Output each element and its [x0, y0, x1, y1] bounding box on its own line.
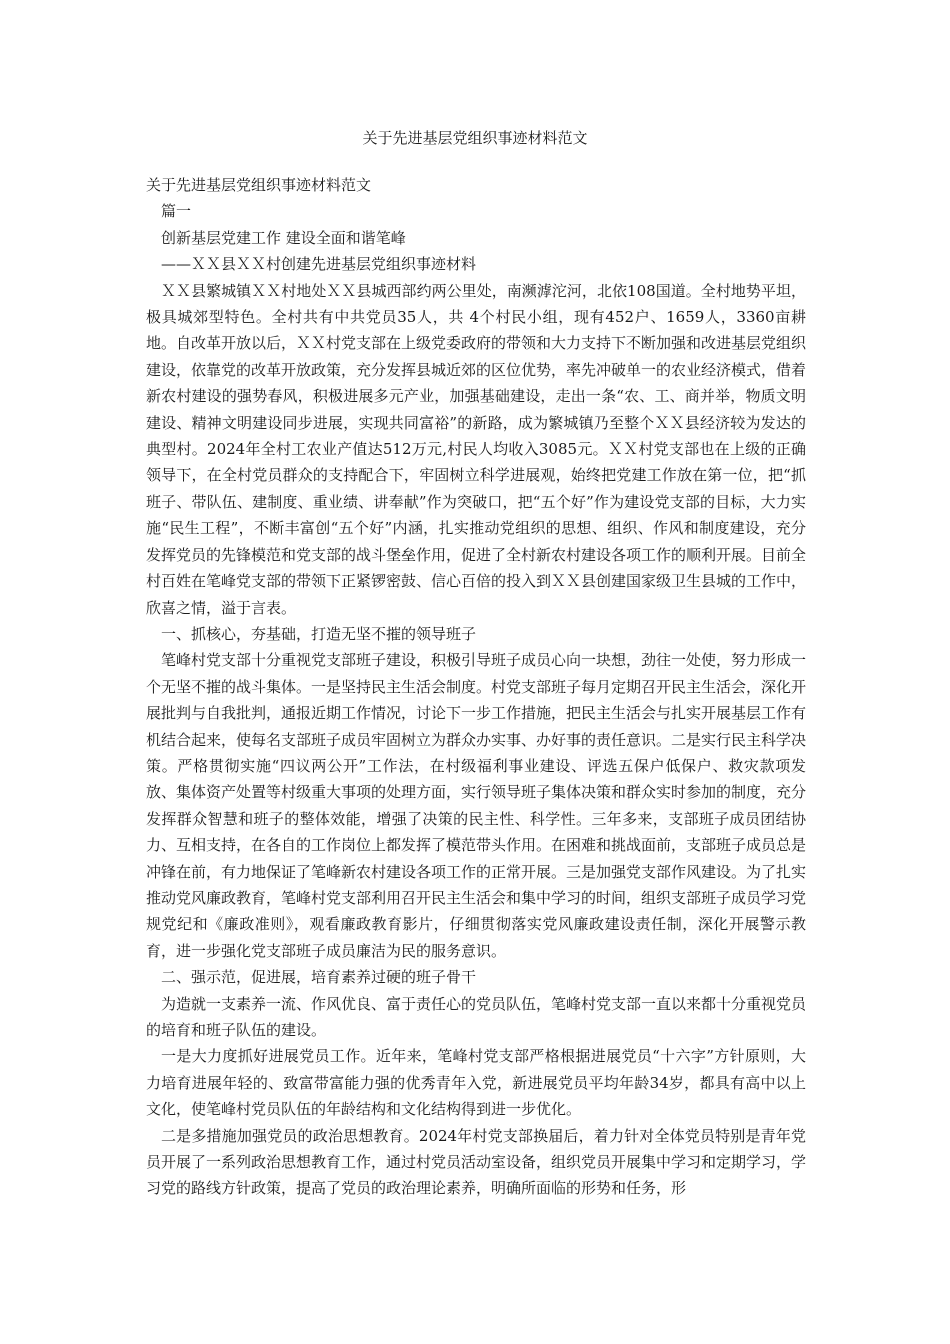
paragraph-leadership: 笔峰村党支部十分重视党支部班子建设，积极引导班子成员心向一块想，劲往一处使，努力形成一个无坚不摧的战斗集体。一是坚持民主生活会制度。村党支部班子每月定期召开民主生活会，深化开展批判与自我批判，通报近期工作情况，讨论下一步工作措施，把民主生活会与扎实开展基层工作有机结合起来，使每名支部班子成员牢固树立为群众办实事、办好事的责任意识。二是实行民主科学决策。严格贯彻实施“四议两公开”工作法，在村级福利事业建设、评选五保户低保户、救灾款项发放、集体资产处置等村级重大事项的处理方面，实行领导班子集体决策和群众实时参加的制度，充分发挥群众智慧和班子的整体效能，增强了决策的民主性、科学性。三年多来，支部班子成员团结协力、互相支持，在各自的工作岗位上都发挥了模范带头作用。在困难和挑战面前，支部班子成员总是冲锋在前，有力地保证了笔峰新农村建设各项工作的正常开展。三是加强党支部作风建设。为了扎实推动党风廉政教育，笔峰村党支部利用召开民主生活会和集中学习的时间，组织支部班子成员学习党规党纪和《廉政准则》，观看廉政教育影片，仔细贯彻落实党风廉政建设责任制，深化开展警示教育，进一步强化党支部班子成员廉洁为民的服务意识。: [146, 651, 807, 960]
document-body: [146, 172, 806, 1202]
document-title: 关于先进基层党组织事迹材料范文: [362, 129, 588, 147]
section-heading-1: 一、抓核心，夯基础，打造无坚不摧的领导班子: [161, 624, 477, 643]
document-subtitle: 关于先进基层党组织事迹材料范文: [146, 176, 372, 194]
paragraph-team-building: 为造就一支素养一流、作风优良、富于责任心的党员队伍，笔峰村党支部一直以来都十分重视党员的培育和班子队伍的建设。: [146, 994, 807, 1039]
paragraph-education: 二是多措施加强党员的政治思想教育。2024年村党支部换届后，着力针对全体党员特别是青年党员开展了一系列政治思想教育工作，通过村党员活动室设备，组织党员开展集中学习和定期学习，学习党的路线方针政策，提高了党员的政治理论素养，明确所面临的形势和任务，形: [146, 1126, 807, 1198]
article-byline: ——ＸＸ县ＸＸ村创建先进基层党组织事迹材料: [161, 255, 477, 274]
section-heading-2: 二、强示范，促进展，培育素养过硬的班子骨干: [161, 968, 477, 987]
paragraph-recruitment: 一是大力度抓好进展党员工作。近年来，笔峰村党支部严格根据进展党员“十六字”方针原则，大力培育进展年轻的、致富带富能力强的优秀青年入党，新进展党员平均年龄34岁，都具有高中以上文化，使笔峰村党员队伍的年龄结构和文化结构得到进一步优化。: [146, 1047, 806, 1119]
paragraph-intro: ＸＸ县繁城镇ＸＸ村地处ＸＸ县城西部约两公里处，南濒滹沱河，北依108国道。全村地势平坦，极具城郊型特色。全村共有中共党员35人，共 4个村民小组，现有452户、1659人，3360亩耕地。自改革开放以后，ＸＸ村党支部在上级党委政府的带领和大力支持下不断加强和改进基层党组织建设，依靠党的改革开放政策，充分发挥县城近郊的区位优势，率先冲破单一的农业经济模式，借着新农村建设的强势春风，积极进展多元产业，加强基础建设，走出一条“农、工、商并举，物质文明建设、精神文明建设同步进展，实现共同富裕”的新路，成为繁城镇乃至整个ＸＸ县经济较为发达的典型村。2024年全村工农业产值达512万元,村民人均收入3085元。ＸＸ村党支部也在上级的正确领导下，在全村党员群众的支持配合下，牢固树立科学进展观，始终把党建工作放在第一位，把“抓班子、带队伍、建制度、重业绩、讲奉献”作为突破口，把“五个好”作为建设党支部的目标，大力实施“民生工程”，不断丰富创“五个好”内涵，扎实推动党组织的思想、组织、作风和制度建设，充分发挥党员的先锋模范和党支部的战斗堡垒作用，促进了全村新农村建设各项工作的顺利开展。目前全村百姓在笔峰党支部的带领下正紧锣密鼓、信心百倍的投入到ＸＸ县创建国家级卫生县城的工作中，欣喜之情，溢于言表。: [146, 281, 807, 617]
article-headline: 创新基层党建工作 建设全面和谐笔峰: [161, 228, 406, 247]
section-label: 篇一: [161, 202, 192, 221]
